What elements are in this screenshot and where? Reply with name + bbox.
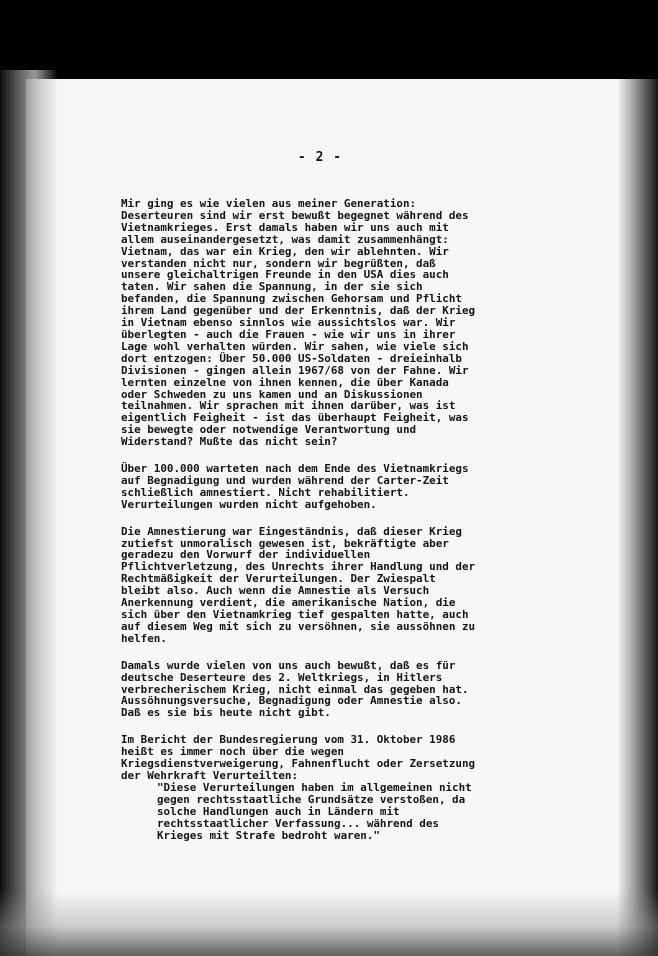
quote-introduction: Im Bericht der Bundesregierung vom 31. Oktober 1986 heißt es immer noch über die wegen Kriegsdienstverweigerung, Fahnenflucht oder Zersetzung der Wehrkraft Verurteilten: xyxy=(121,733,476,782)
paragraph-vietnam-generation: Mir ging es wie vielen aus meiner Generation: Deserteuren sind wir erst bewußt begegnet während des Vietnamkrieges. Erst damals haben wir uns auch mit allem auseinandergesetzt, was damit zusammenhängt: Vietnam, das war ein Krieg, den wir ablehnten. Wir verstanden nicht nur, sondern wir begrüßten, daß unsere gleichaltrigen Freunde in den USA dies auch taten. Wir sahen die Spannung, in der sie sich befanden, die Spannung zwischen Gehorsam und Pflicht ihrem Land gegenüber und der Erkenntnis, daß der Krieg in Vietnam ebenso sinnlos wie aussichtslos war. Wir überlegten - auch die Frauen - wie wir uns in ihrer Lage wohl verhalten würden. Wir sahen, wie viele sich dort entzogen: Über 50.000 US-Soldaten - dreieinhalb Divisionen - gingen allein 1967/68 von der Fahne. Wir lernten einzelne von ihnen kennen, die über Kanada oder Schweden zu uns kamen und an Diskussionen teilnahmen. Wir sprachen mit ihnen darüber, was ist eigentlich Feigheit - ist das überhaupt Feigheit, was sie bewegte oder notwendige Verantwortung und Widerstand? Mußte das nicht sein? xyxy=(121,197,476,449)
paragraph-amnesty-meaning: Die Amnestierung war Eingeständnis, daß dieser Krieg zutiefst unmoralisch gewesen ist, bekräftigte aber geradezu den Vorwurf der individuellen Pflichtverletzung, des Unrechts ihrer Handlung und der Rechtmäßigkeit der Verurteilungen. Der Zwiespalt bleibt also. Auch wenn die Amnestie als Versuch Anerkennung verdient, die amerikanische Nation, die sich über den Vietnamkrieg tief gespalten hatte, auch auf diesem Weg mit sich zu versöhnen, sie aussöhnen zu helfen. xyxy=(121,524,476,645)
body-text xyxy=(121,198,521,841)
scan-right-edge xyxy=(618,79,658,956)
scan-bottom-shadow xyxy=(0,890,658,956)
scan-left-shadow xyxy=(0,70,58,956)
page-number: - 2 - xyxy=(297,150,343,165)
paragraph-german-deserters: Damals wurde vielen von uns auch bewußt, daß es für deutsche Deserteure des 2. Weltkriegs, in Hitlers verbrecherischem Krieg, nicht einmal das gegeben hat. Aussöhnungsversuche, Begnadigung oder Amnestie also. Daß es sie bis heute nicht gibt. xyxy=(121,658,469,720)
paragraph-amnesty-wait: Über 100.000 warteten nach dem Ende des Vietnamkriegs auf Begnadigung und wurden während der Carter-Zeit schließlich amnestiert. Nicht rehabilitiert. Verurteilungen wurden nicht aufgehoben. xyxy=(121,462,469,511)
government-report-quote: "Diese Verurteilungen haben im allgemeinen nicht gegen rechtsstaatliche Grundsätze verstoßen, da solche Handlungen auch in Ländern mit rechtsstaatlicher Verfassung... während des Krieges mit Strafe bedroht waren." xyxy=(157,780,472,842)
